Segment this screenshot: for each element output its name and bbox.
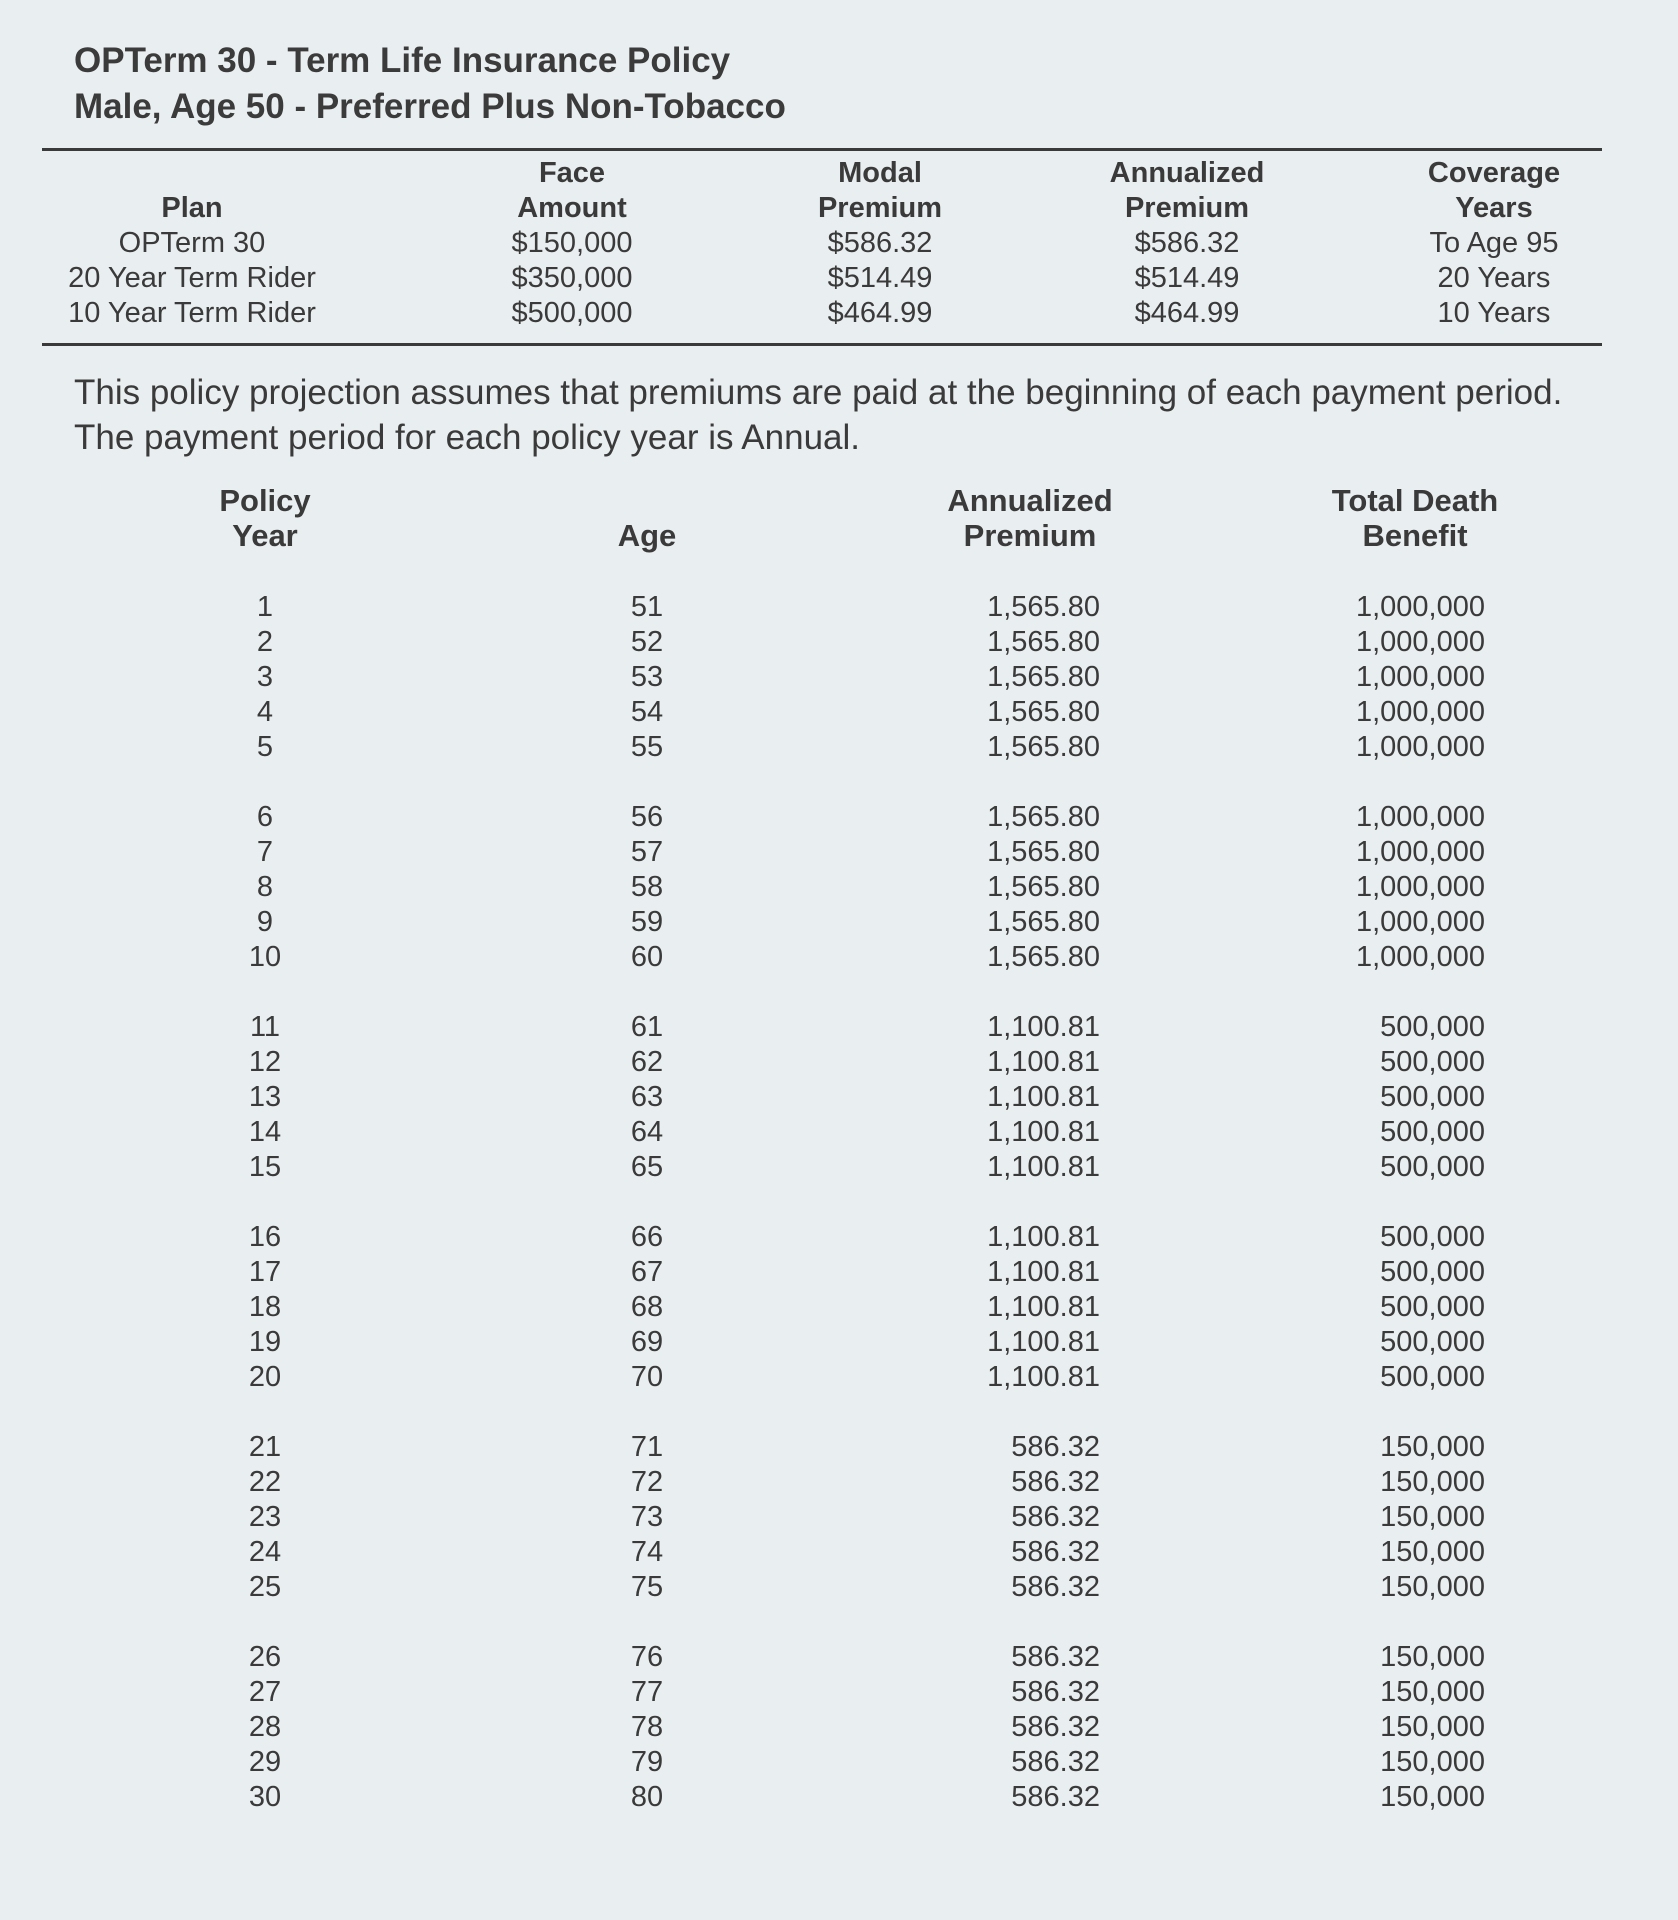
age-header-line-1 (580, 483, 714, 518)
total-death-benefit-cell: 150,000 (1380, 1746, 1485, 1778)
age-header (580, 483, 714, 553)
policy-year-cell: 11 (249, 1011, 281, 1043)
total-death-benefit-cell: 500,000 (1380, 1291, 1485, 1323)
policy-year-cell: 7 (256, 836, 274, 868)
annualized-premium-cell: 586.32 (1011, 1536, 1100, 1568)
policy-year-cell: 2 (256, 626, 274, 658)
age-cell: 79 (630, 1746, 664, 1778)
age-cell: 66 (630, 1221, 664, 1253)
age-cell: 77 (630, 1676, 664, 1708)
age-header-line-2: Age (617, 518, 677, 553)
annualized-header-line-1: Annualized (1109, 157, 1265, 189)
policy-year-cell: 14 (248, 1116, 282, 1148)
annualized-premium-cell: 1,565.80 (987, 626, 1100, 658)
total-death-benefit-cell: 500,000 (1380, 1361, 1485, 1393)
table-row (0, 1430, 1678, 1465)
annualized-premium-cell: 1,565.80 (987, 731, 1100, 763)
modal-header-line-1: Modal (838, 157, 922, 189)
table-row (0, 940, 1678, 975)
table-row (0, 1290, 1678, 1325)
age-cell: 61 (630, 1011, 664, 1043)
table-row (0, 835, 1678, 870)
table-row (0, 1360, 1678, 1395)
total-death-benefit-cell: 1,000,000 (1355, 626, 1485, 658)
table-row (0, 800, 1678, 835)
policy-year-cell: 17 (248, 1256, 282, 1288)
policy-year-cell: 10 (248, 941, 282, 973)
plan-table-bottom-rule (42, 343, 1602, 346)
age-cell: 55 (630, 731, 664, 763)
total-death-benefit-cell: 1,000,000 (1355, 836, 1485, 868)
face-amount-column-header (422, 156, 722, 226)
policy-year-cell: 18 (248, 1291, 282, 1323)
annualized-premium-cell: 586.32 (1011, 1711, 1100, 1743)
total-death-benefit-cell: 1,000,000 (1355, 941, 1485, 973)
table-row (0, 1780, 1678, 1815)
face-amount-cell: $500,000 (511, 297, 633, 329)
annualized-premium-cell: $586.32 (1134, 227, 1240, 259)
policy-year-cell: 21 (248, 1431, 282, 1463)
projection-group (0, 1010, 1678, 1220)
projection-group (0, 1220, 1678, 1430)
table-row (0, 1150, 1678, 1185)
annualized-premium-cell: 1,565.80 (987, 906, 1100, 938)
face-header-line-1: Face (538, 157, 606, 189)
plan-cell: 20 Year Term Rider (68, 262, 316, 294)
projection-table-body (0, 590, 1678, 1850)
annualized-premium-cell: 1,100.81 (987, 1116, 1100, 1148)
table-row (0, 1080, 1678, 1115)
policy-year-cell: 25 (248, 1571, 282, 1603)
table-row (0, 1535, 1678, 1570)
total-death-benefit-cell: 500,000 (1380, 1326, 1485, 1358)
annualized-premium-cell: 1,100.81 (987, 1081, 1100, 1113)
projection-group (0, 1430, 1678, 1640)
annualized-premium-cell: 1,565.80 (987, 661, 1100, 693)
modal-header-line-2: Premium (817, 192, 943, 224)
annualized-premium-cell: 1,100.81 (987, 1326, 1100, 1358)
total-death-benefit-cell: 150,000 (1380, 1501, 1485, 1533)
coverage-years-column-header (1344, 156, 1644, 226)
annualized-premium-cell: 586.32 (1011, 1781, 1100, 1813)
table-row (0, 1500, 1678, 1535)
age-cell: 67 (630, 1256, 664, 1288)
table-row (0, 1325, 1678, 1360)
total-death-benefit-cell: 500,000 (1380, 1256, 1485, 1288)
total-death-benefit-cell: 500,000 (1380, 1011, 1485, 1043)
plan-column-header (42, 156, 342, 226)
table-row (0, 1255, 1678, 1290)
annualized-premium-column (1037, 156, 1337, 331)
annualized-premium-cell: 1,565.80 (987, 591, 1100, 623)
face-amount-column (422, 156, 722, 331)
annualized-premium-cell: 586.32 (1011, 1501, 1100, 1533)
total-death-benefit-cell: 1,000,000 (1355, 591, 1485, 623)
total-death-benefit-cell: 1,000,000 (1355, 731, 1485, 763)
age-cell: 57 (630, 836, 664, 868)
annualized-premium-cell: 1,100.81 (987, 1151, 1100, 1183)
modal-premium-cell: $514.49 (827, 262, 933, 294)
policy-year-cell: 26 (248, 1641, 282, 1673)
age-cell: 53 (630, 661, 664, 693)
age-cell: 58 (630, 871, 664, 903)
coverage-header-line-2: Years (1455, 192, 1533, 224)
total-death-benefit-cell: 500,000 (1380, 1081, 1485, 1113)
policy-year-header-line-2: Year (232, 518, 298, 553)
plan-cell: OPTerm 30 (118, 227, 266, 259)
age-cell: 75 (630, 1571, 664, 1603)
policy-year-cell: 29 (248, 1746, 282, 1778)
table-row (0, 1710, 1678, 1745)
annualized-premium-cell: 586.32 (1011, 1641, 1100, 1673)
projection-note: This policy projection assumes that premiums are paid at the beginning of each payment period. The payment period for each policy year is Annual. (74, 373, 1563, 457)
table-row (0, 1115, 1678, 1150)
annualized-premium-cell: 1,100.81 (987, 1046, 1100, 1078)
annualized-premium-column-header (1037, 156, 1337, 226)
coverage-years-column (1344, 156, 1644, 331)
policy-year-cell: 24 (248, 1536, 282, 1568)
table-row (0, 1745, 1678, 1780)
age-cell: 65 (630, 1151, 664, 1183)
age-cell: 73 (630, 1501, 664, 1533)
annualized-premium-cell: 1,565.80 (987, 696, 1100, 728)
total-death-benefit-cell: 1,000,000 (1355, 906, 1485, 938)
annualized-premium-cell: 1,100.81 (987, 1361, 1100, 1393)
policy-year-cell: 19 (248, 1326, 282, 1358)
policy-year-cell: 22 (248, 1466, 282, 1498)
annualized-premium-cell: 1,565.80 (987, 836, 1100, 868)
policy-year-cell: 16 (248, 1221, 282, 1253)
coverage-header-line-1: Coverage (1427, 157, 1561, 189)
age-cell: 69 (630, 1326, 664, 1358)
face-header-line-2: Amount (517, 192, 627, 224)
table-row (0, 1220, 1678, 1255)
annualized-header-line-2: Premium (1124, 192, 1250, 224)
modal-premium-column-header (730, 156, 1030, 226)
coverage-years-cell: 10 Years (1437, 297, 1551, 329)
annualized-premium-header-line-1: Annualized (947, 483, 1113, 518)
annualized-premium-cell: 586.32 (1011, 1571, 1100, 1603)
age-cell: 72 (630, 1466, 664, 1498)
annualized-premium-cell: 1,100.81 (987, 1221, 1100, 1253)
policy-year-cell: 3 (256, 661, 274, 693)
policy-year-cell: 8 (256, 871, 274, 903)
face-amount-cell: $350,000 (511, 262, 633, 294)
table-row (0, 625, 1678, 660)
table-row (0, 1675, 1678, 1710)
table-row (0, 1045, 1678, 1080)
death-benefit-header-line-1: Total Death (1331, 483, 1499, 518)
policy-year-cell: 23 (248, 1501, 282, 1533)
policy-year-header-line-1: Policy (219, 483, 311, 518)
table-row (0, 660, 1678, 695)
total-death-benefit-cell: 150,000 (1380, 1431, 1485, 1463)
annualized-premium-cell: 1,565.80 (987, 941, 1100, 973)
annualized-premium-cell: 1,565.80 (987, 871, 1100, 903)
modal-premium-cell: $464.99 (827, 297, 933, 329)
plan-column (42, 156, 342, 331)
total-death-benefit-cell: 1,000,000 (1355, 801, 1485, 833)
policy-year-cell: 28 (248, 1711, 282, 1743)
total-death-benefit-cell: 150,000 (1380, 1676, 1485, 1708)
table-row (0, 870, 1678, 905)
annualized-premium-cell: 586.32 (1011, 1466, 1100, 1498)
policy-year-cell: 30 (248, 1781, 282, 1813)
policy-year-cell: 12 (248, 1046, 282, 1078)
total-death-benefit-cell: 500,000 (1380, 1221, 1485, 1253)
age-cell: 80 (630, 1781, 664, 1813)
policy-year-cell: 27 (248, 1676, 282, 1708)
face-amount-cell: $150,000 (511, 227, 633, 259)
age-cell: 64 (630, 1116, 664, 1148)
policy-year-cell: 15 (248, 1151, 282, 1183)
annualized-premium-cell: 1,100.81 (987, 1011, 1100, 1043)
table-row (0, 1640, 1678, 1675)
projection-group (0, 800, 1678, 1010)
annualized-premium-cell: 1,100.81 (987, 1256, 1100, 1288)
annualized-premium-cell: 1,100.81 (987, 1291, 1100, 1323)
total-death-benefit-cell: 150,000 (1380, 1466, 1485, 1498)
total-death-benefit-cell: 150,000 (1380, 1571, 1485, 1603)
policy-year-cell: 9 (256, 906, 274, 938)
table-row (0, 905, 1678, 940)
policy-year-cell: 5 (256, 731, 274, 763)
age-cell: 70 (630, 1361, 664, 1393)
total-death-benefit-cell: 150,000 (1380, 1711, 1485, 1743)
age-cell: 68 (630, 1291, 664, 1323)
age-cell: 71 (630, 1431, 664, 1463)
age-cell: 54 (630, 696, 664, 728)
plan-table-top-rule (42, 148, 1602, 151)
age-cell: 74 (630, 1536, 664, 1568)
policy-year-header (195, 483, 335, 553)
age-cell: 60 (630, 941, 664, 973)
total-death-benefit-header (1290, 483, 1540, 553)
age-cell: 52 (630, 626, 664, 658)
modal-premium-column (730, 156, 1030, 331)
policy-year-cell: 4 (256, 696, 274, 728)
death-benefit-header-line-2: Benefit (1362, 518, 1468, 553)
age-cell: 56 (630, 801, 664, 833)
total-death-benefit-cell: 1,000,000 (1355, 661, 1485, 693)
title-line-1: OPTerm 30 - Term Life Insurance Policy (74, 41, 731, 80)
total-death-benefit-cell: 150,000 (1380, 1781, 1485, 1813)
annualized-premium-header (910, 483, 1150, 553)
total-death-benefit-cell: 500,000 (1380, 1151, 1485, 1183)
table-row (0, 730, 1678, 765)
table-row (0, 1010, 1678, 1045)
modal-premium-cell: $586.32 (827, 227, 933, 259)
policy-year-cell: 6 (256, 801, 274, 833)
coverage-years-cell: To Age 95 (1429, 227, 1559, 259)
table-row (0, 1465, 1678, 1500)
annualized-premium-cell: 586.32 (1011, 1746, 1100, 1778)
total-death-benefit-cell: 1,000,000 (1355, 871, 1485, 903)
table-row (0, 1570, 1678, 1605)
annualized-premium-header-line-2: Premium (963, 518, 1097, 553)
policy-year-cell: 13 (248, 1081, 282, 1113)
document-title (74, 38, 786, 130)
policy-year-cell: 1 (256, 591, 274, 623)
annualized-premium-cell: 1,565.80 (987, 801, 1100, 833)
table-row (0, 590, 1678, 625)
projection-group (0, 590, 1678, 800)
annualized-premium-cell: $464.99 (1134, 297, 1240, 329)
projection-group (0, 1640, 1678, 1850)
age-cell: 62 (630, 1046, 664, 1078)
coverage-years-cell: 20 Years (1437, 262, 1551, 294)
total-death-benefit-cell: 150,000 (1380, 1536, 1485, 1568)
table-row (0, 695, 1678, 730)
total-death-benefit-cell: 500,000 (1380, 1116, 1485, 1148)
annualized-premium-cell: 586.32 (1011, 1676, 1100, 1708)
annualized-premium-cell: 586.32 (1011, 1431, 1100, 1463)
age-cell: 59 (630, 906, 664, 938)
title-line-2: Male, Age 50 - Preferred Plus Non-Tobacco (74, 87, 786, 126)
total-death-benefit-cell: 150,000 (1380, 1641, 1485, 1673)
age-cell: 78 (630, 1711, 664, 1743)
policy-year-cell: 20 (248, 1361, 282, 1393)
age-cell: 63 (630, 1081, 664, 1113)
age-cell: 51 (630, 591, 664, 623)
age-cell: 76 (630, 1641, 664, 1673)
annualized-premium-cell: $514.49 (1134, 262, 1240, 294)
total-death-benefit-cell: 1,000,000 (1355, 696, 1485, 728)
total-death-benefit-cell: 500,000 (1380, 1046, 1485, 1078)
plan-cell: 10 Year Term Rider (68, 297, 316, 329)
plan-header-line-2: Plan (161, 192, 223, 224)
